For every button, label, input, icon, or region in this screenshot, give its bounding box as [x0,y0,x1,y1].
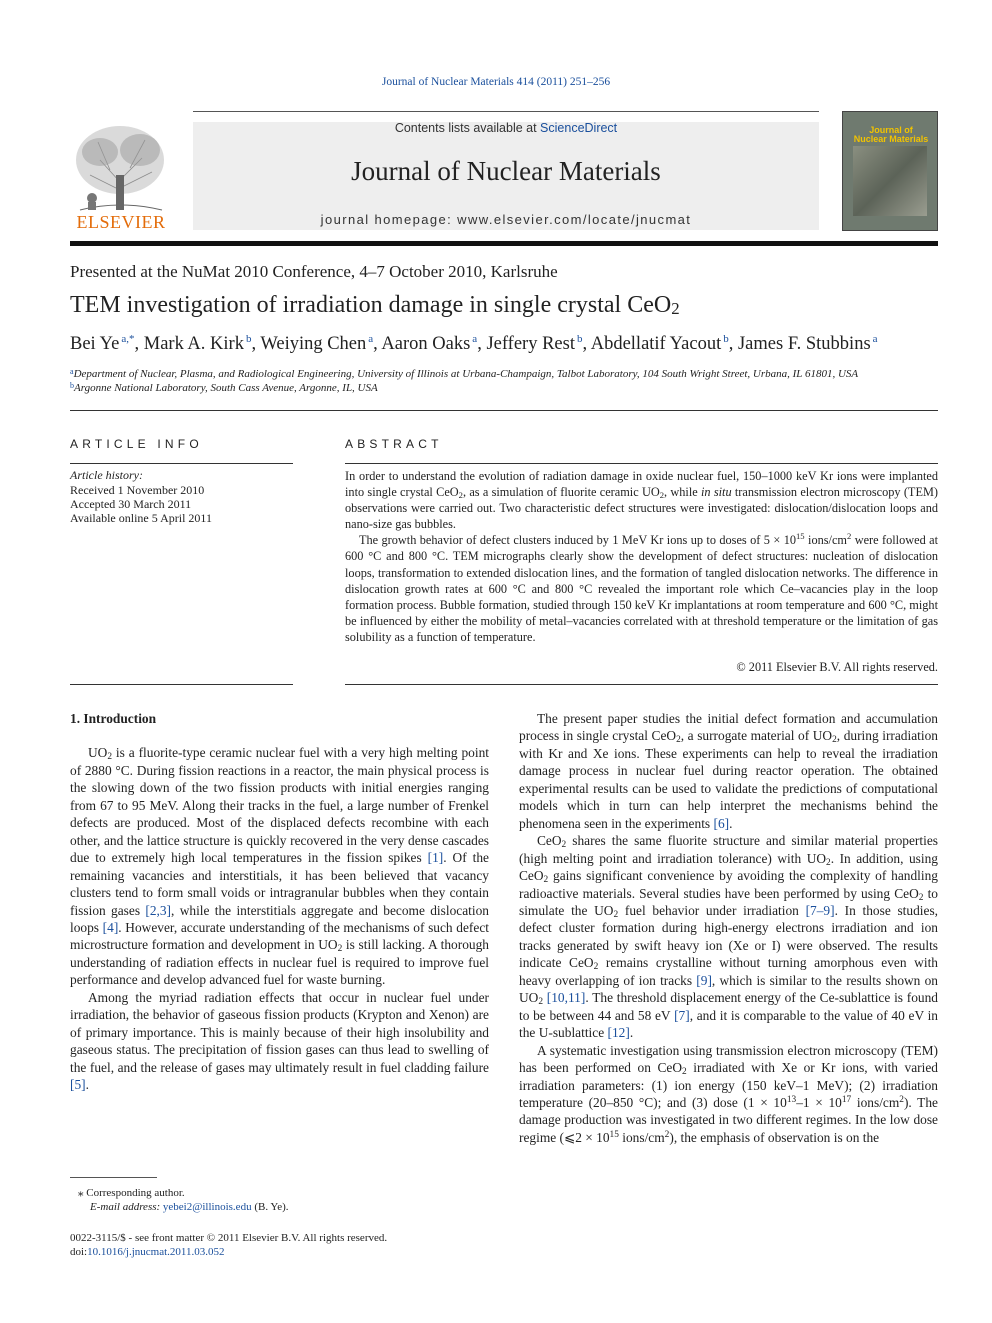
intro-paragraph-2: Among the myriad radiation effects that occur in nuclear fuel under irradiation, the behavior of gaseous fission products (Krypton and Xenon) are of primary importance. This is mainly because of their high insolubility and gaseous status. The precipitation of fission gases can thus lead to swelling of the fuel, and the release of gases may ultimately result in fuel cladding failure [5]. [70,989,489,1093]
ref-9-link[interactable]: [9] [696,972,712,988]
journal-homepage [193,212,819,227]
conference-note: Presented at the NuMat 2010 Conference, 4–7 October 2010, Karlsruhe [70,262,558,281]
author-affiliation-mark[interactable]: a [368,333,374,345]
abstract-heading: ABSTRACT [345,437,443,451]
right-column [519,710,938,1146]
ref-4-link[interactable]: [4] [102,919,119,935]
affiliation-a: $^a$Department of Nuclear, Plasma, and Radiological Engineering, University of Illinois at Urbana-Champaign, Talbot Laboratory, 104 South Wright Street, Urbana, IL 61801, USA [70,367,859,380]
homepage-url[interactable]: www.elsevier.com/locate/jnucmat [457,212,692,227]
ref-7-9-link[interactable]: [7–9] [805,902,835,918]
ref-12-link[interactable]: [12] [607,1025,630,1041]
paper-title: TEM investigation of irradiation damage in single crystal CeO$_2$ [70,292,680,318]
article-info-bottom-rule [70,684,293,685]
doi-line: doi:10.1016/j.jnucmat.2011.03.052 [70,1246,225,1258]
journal-citation[interactable]: Journal of Nuclear Materials 414 (2011) 251–256 [381,76,611,88]
author-name: Aaron Oaks [381,334,471,354]
ref-6-link[interactable]: [6] [713,815,730,831]
abstract-bottom-rule [345,684,938,685]
elsevier-wordmark: ELSEVIER [76,212,166,232]
cover-image [853,146,927,216]
contents-line [193,121,819,135]
article-info-heading: ARTICLE INFO [70,437,203,451]
copyright-notice: © 2011 Elsevier B.V. All rights reserved. [736,660,938,674]
section-heading-introduction: 1. Introduction [70,711,157,726]
received-date: Received 1 November 2010 [70,483,205,497]
cover-title: Journal of Nuclear Materials [853,125,929,144]
footnote-rule [70,1177,157,1178]
author-affiliation-mark[interactable]: a,* [121,333,135,345]
contents-prefix: Contents lists available at [394,121,541,135]
online-date: Available online 5 April 2011 [70,511,212,525]
author-name: Bei Ye [70,334,120,354]
header-thick-rule [70,241,938,246]
author-affiliation-mark[interactable]: b [245,333,252,345]
accepted-date: Accepted 30 March 2011 [70,497,192,511]
homepage-prefix: journal homepage: [320,212,458,227]
history-label: Article history: [70,468,143,482]
ref-10-11-link[interactable]: [10,11] [546,990,586,1006]
journal-title: Journal of Nuclear Materials [351,156,661,186]
right-paragraph-1: The present paper studies the initial defect formation and accumulation process in single crystal CeO$_2$, a surrogate material of $UO_2$, during irradiation with Kr and Xe ions. These experiments can help to reveal the irradiation damage process in nuclear fuel during reactor operation. The obtained experimental results can be used to validate the predictions of computational models which in turn can help interpret the mechanisms behind the phenomena seen in the experiments [6]. [519,711,938,831]
journal-cover-thumbnail[interactable] [842,111,938,231]
ref-5-link[interactable]: [5] [70,1077,86,1093]
sciencedirect-link[interactable]: ScienceDirect [540,121,618,135]
author-affiliation-mark[interactable]: b [576,333,583,345]
abstract-paragraph-2: The growth behavior of defect clusters induced by 1 MeV Kr ions up to doses of $5 \times 10^{15}$ ions/$cm^2$ were followed at 600 °C and 800 °C. TEM micrographs clearly show the development of defect structures: nucleation of dislocation loops, transformation to extended dislocation lines, and the formation of tangled dislocation networks. The difference in dislocation growth rates at 600 °C and 800 °C revealed the important role which Ce–vacancies play in the loop formation process. Bubble formation, studied through 150 keV Kr implantations at room temperature and 600 °C, might be influenced by either the mobility of metal–vacancies correlated with at threshold temperature or the limitation of gas solubility as a function of temperature. [345,531,939,644]
title-bottom-rule [70,410,938,411]
abstract-paragraph-1: In order to understand the evolution of radiation damage in oxide nuclear fuel, 150–1000 keV Kr ions were implanted into single crystal CeO$_2$, as a simulation of fluorite ceramic $UO_2$, while in situ transmission electron microscopy (TEM) observations were carried out. Two characteristic defect structures were investigated: dislocation/dislocation loops and nano-size gas bubbles. [345,469,938,532]
issn-line: 0022-3115/$ - see front matter © 2011 Elsevier B.V. All rights reserved. [70,1232,388,1244]
right-paragraph-2: CeO$_2$ shares the same fluorite structure and similar material properties (high melting point and irradiation tolerance) with $UO_2$. In addition, using CeO$_2$ gains significant convenience by avoiding the complexity of handling radioactive materials. Several studies have been performed by using CeO$_2$ to simulate the $UO_2$ fuel behavior under irradiation [7–9]. In those studies, defect cluster formation during high-energy electrons irradiation and ion tracks generated by swift heavy ion (Xe or I) were observed. The results indicate CeO$_2$ remains crystalline without turning amorphous even with heavy overlapping of ion tracks [9], which is similar to the results shown on $UO_2$ [10,11]. The threshold displacement energy of the Ce-sublattice is found to be between 44 and 58 eV [7], and it is comparable to the value of 40 eV in the U-sublattice [12]. [519,833,938,1041]
author-name: Mark A. Kirk [143,334,244,354]
abstract-text [345,468,938,645]
email-note: E-mail address: yebei2@illinois.edu (B. Ye). [90,1201,289,1213]
author-affiliation-mark[interactable]: b [723,333,729,345]
intro-paragraph-1: $UO_2$ is a fluorite-type ceramic nuclear fuel with a very high melting point of 2880 °C. During fission reactions in a reactor, the main physical process is the slowing down of the two fission products with initial energies ranging from 67 to 95 MeV. Along their tracks in the fuel, a large number of Frenkel defects are produced. Most of the displaced defects recombine with each other, and the lattice structure is quickly recovered in the very dense cascades due to extremely high local temperatures in the fission spikes [1]. Of the remaining vacancies and interstitials, it has been believed that vacancy clusters tend to form small voids or intragranular bubbles when they contain fission gases [2,3], while the interstitials aggregate and become dislocation loops [4]. However, accurate understanding of the mechanisms of such defect microstructure formation and development in $UO_2$ is still lacking. A thorough understanding of radiation effects in nuclear fuel is required to improve fuel performance and develop advanced fuel for waste burning. [70,745,489,988]
author-name: James F. Stubbins [737,334,871,354]
ref-2-3-link[interactable]: [2,3] [145,902,172,918]
masthead-top-rule [193,111,819,112]
ref-7-link[interactable]: [7] [674,1007,690,1023]
ref-1-link[interactable]: [1] [427,850,444,866]
corresponding-author-note: ⁎ Corresponding author. [78,1187,185,1199]
email-link[interactable]: yebei2@illinois.edu [162,1201,252,1213]
doi-link[interactable]: 10.1016/j.jnucmat.2011.03.052 [87,1246,225,1258]
author-name: Jeffery Rest [486,334,575,354]
author-name: Abdellatif Yacout [590,334,722,354]
author-affiliation-mark[interactable]: a [872,333,878,345]
author-affiliation-mark[interactable]: a [472,333,478,345]
affiliation-b: $^b$Argonne National Laboratory, South Cass Avenue, Argonne, IL, USA [70,381,378,394]
right-paragraph-3: A systematic investigation using transmission electron microscopy (TEM) has been performed on CeO$_2$ irradiated with Xe or Kr ions, with varied irradiation parameters: (1) ion energy (150 keV–1 MeV); (2) irradiation temperature (20–850 °C); and (3) dose ($1 \times 10^{13}-1 \times 10^{17}$ ions/$cm^2$). The damage production was investigated in two different regimes. In the low dose regime (⩽2 × $10^{15}$ ions/$cm^2$), the emphasis of observation is on the [519,1042,939,1145]
author-list: Bei Ye $^{a,*}$, Mark A. Kirk $^b$, Weiying Chen $^a$, Aaron Oaks $^a$, Jeffery Rest $^b$, Abdellatif Yacout $^b$, James F. Stubbins $^a$ [70,333,878,354]
author-name: Weiying Chen [260,334,367,354]
abstract-rule [345,463,938,464]
left-column [70,710,489,1094]
article-info-rule [70,463,293,464]
